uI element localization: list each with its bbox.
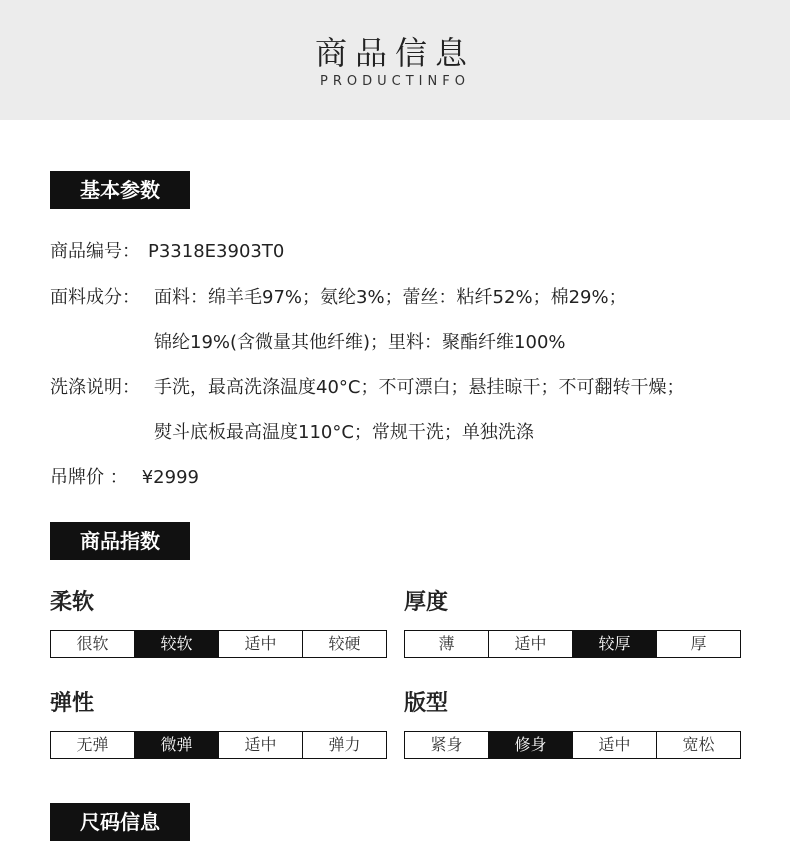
index-thickness-option: 厚 <box>690 634 707 653</box>
param-material-label-row <box>50 283 140 309</box>
param-wash-line2: 熨斗底板最高温度110°C；常规干洗；单独洗涤 <box>154 422 534 443</box>
index-softness-option: 较硬 <box>328 634 361 653</box>
index-thickness <box>404 588 741 658</box>
index-fit-option: 适中 <box>573 732 657 758</box>
index-elasticity-scale <box>50 731 387 759</box>
index-softness-option: 很软 <box>51 631 135 657</box>
index-softness-title: 柔软 <box>50 590 95 615</box>
index-elasticity-option: 弹力 <box>328 735 361 754</box>
index-fit-title: 版型 <box>404 691 449 716</box>
param-product-code <box>50 237 284 263</box>
index-softness <box>50 588 387 658</box>
section-product-index: 商品指数 <box>50 522 190 560</box>
param-wash-label: 洗涤说明： <box>50 377 140 398</box>
index-elasticity-option: 无弹 <box>51 732 135 758</box>
section-size-info: 尺码信息 <box>50 803 190 841</box>
index-softness-scale <box>50 630 387 658</box>
index-elasticity <box>50 689 387 759</box>
page-title: 商品信息 <box>314 34 475 72</box>
param-code-label: 商品编号： <box>50 241 140 262</box>
index-thickness-option: 适中 <box>489 631 573 657</box>
param-wash-line1: 手洗，最高洗涤温度40°C；不可漂白；悬挂晾干；不可翻转干燥； <box>154 377 685 398</box>
param-wash-label-row <box>50 373 140 399</box>
index-softness-option: 适中 <box>219 631 303 657</box>
index-fit <box>404 689 741 759</box>
index-thickness-option: 较厚 <box>573 631 657 657</box>
page-header <box>0 0 790 120</box>
index-fit-option: 宽松 <box>682 735 715 754</box>
index-fit-scale <box>404 731 741 759</box>
index-thickness-title: 厚度 <box>404 590 449 615</box>
param-code-value: P3318E3903T0 <box>148 241 285 262</box>
index-thickness-scale <box>404 630 741 658</box>
index-elasticity-title: 弹性 <box>50 691 95 716</box>
index-elasticity-option: 适中 <box>219 732 303 758</box>
param-price <box>50 463 199 489</box>
section-basic-params: 基本参数 <box>50 171 190 209</box>
param-material-line1: 面料：绵羊毛97%；氨纶3%；蕾丝：粘纤52%；棉29%； <box>154 287 627 308</box>
index-fit-option: 紧身 <box>405 732 489 758</box>
index-softness-option: 较软 <box>135 631 219 657</box>
index-thickness-option: 薄 <box>405 631 489 657</box>
param-price-value: ¥2999 <box>141 467 199 488</box>
page-subtitle: PRODUCTINFO <box>320 74 470 89</box>
param-material-label: 面料成分： <box>50 287 140 308</box>
param-material-line2: 锦纶19%(含微量其他纤维)；里料：聚酯纤维100% <box>154 332 566 353</box>
param-price-label: 吊牌价 ： <box>50 467 128 488</box>
index-elasticity-option: 微弹 <box>135 732 219 758</box>
index-fit-option: 修身 <box>489 732 573 758</box>
